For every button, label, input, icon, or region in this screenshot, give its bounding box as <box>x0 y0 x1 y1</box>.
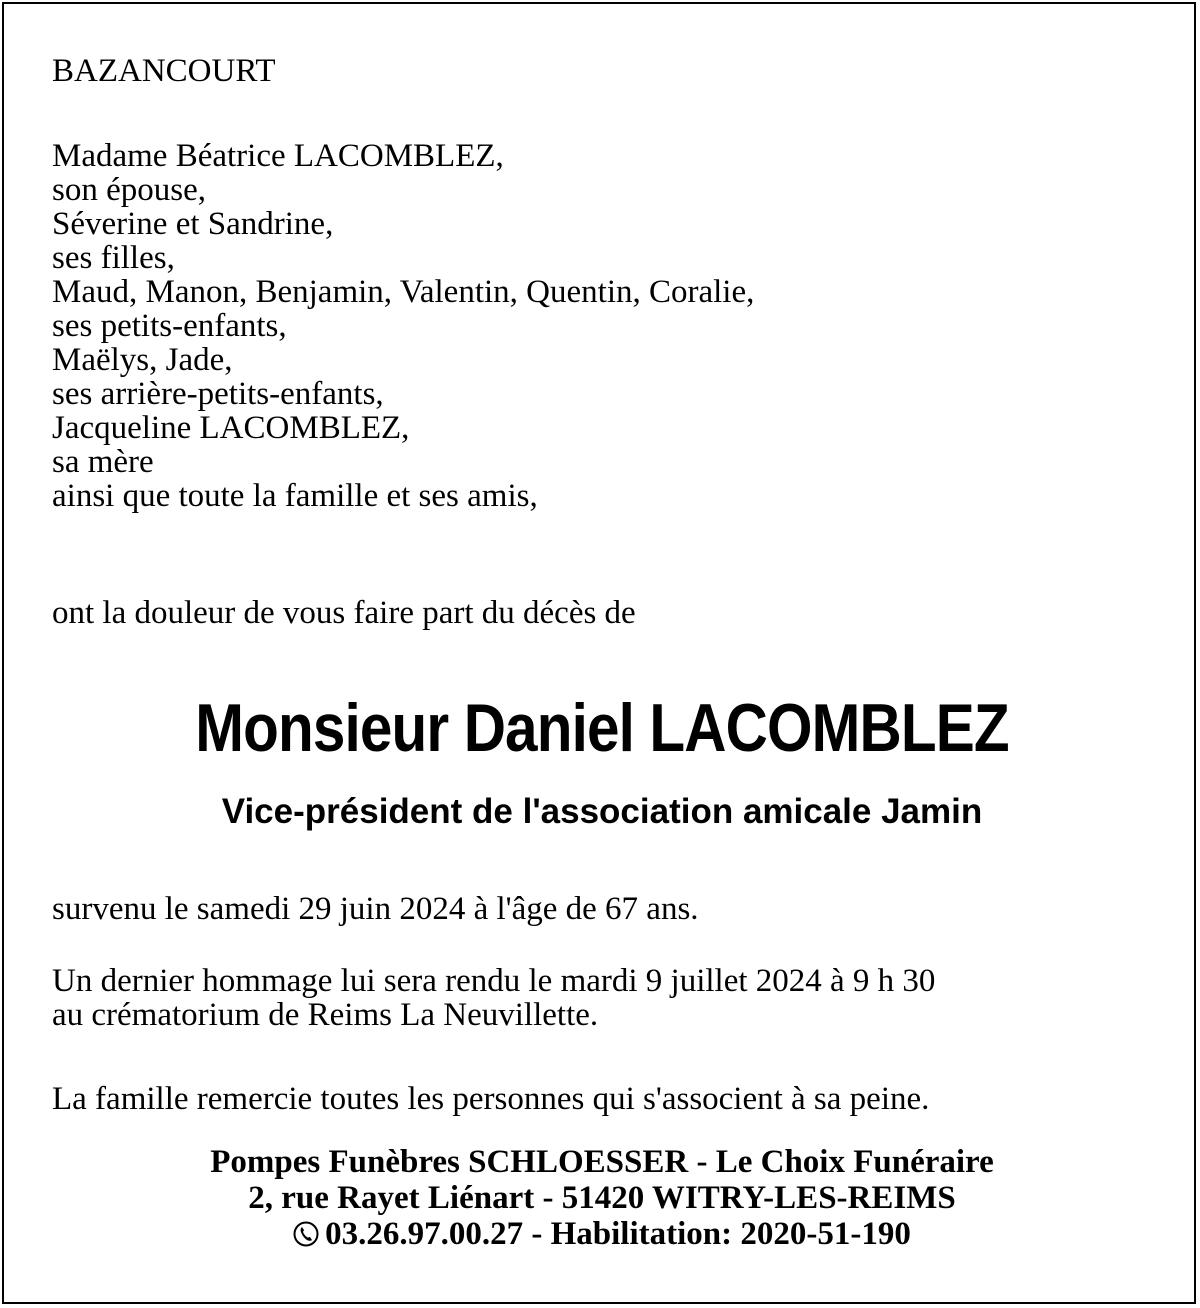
family-line: ses arrière-petits-enfants, <box>52 376 384 412</box>
ceremony-line-2: au crématorium de Reims La Neuvillette. <box>52 997 599 1033</box>
funeral-home-contact-line <box>4 1216 1200 1252</box>
funeral-home-name: Pompes Funèbres SCHLOESSER - Le Choix Funéraire <box>210 1144 994 1180</box>
family-line: Séverine et Sandrine, <box>52 206 334 242</box>
death-notice: survenu le samedi 29 juin 2024 à l'âge de 67 ans. <box>52 891 699 927</box>
funeral-home-block <box>4 1144 1200 1252</box>
family-line: Maud, Manon, Benjamin, Valentin, Quentin, Coralie, <box>52 274 755 310</box>
family-line: ses filles, <box>52 240 175 276</box>
family-line: son épouse, <box>52 172 206 208</box>
ceremony-line-1: Un dernier hommage lui sera rendu le mardi 9 juillet 2024 à 9 h 30 <box>52 963 936 999</box>
obituary-notice <box>2 2 1196 1304</box>
family-line: ainsi que toute la famille et ses amis, <box>52 478 538 514</box>
deceased-name: Monsieur Daniel LACOMBLEZ <box>195 690 1009 766</box>
family-line: sa mère <box>52 444 154 480</box>
announcement-text: ont la douleur de vous faire part du décès de <box>52 595 636 631</box>
family-line: Maëlys, Jade, <box>52 342 233 378</box>
family-line: ses petits-enfants, <box>52 308 287 344</box>
family-line: Jacqueline LACOMBLEZ, <box>52 410 410 446</box>
funeral-home-address: 2, rue Rayet Liénart - 51420 WITRY-LES-REIMS <box>248 1180 956 1216</box>
phone-icon <box>293 1216 319 1252</box>
death-notice-block <box>52 892 699 926</box>
funeral-home-contact: 03.26.97.00.27 - Habilitation: 2020-51-190 <box>325 1216 911 1252</box>
announcement-block <box>52 596 636 630</box>
location-heading <box>52 54 276 88</box>
thanks-block <box>52 1082 929 1116</box>
thanks-text: La famille remercie toutes les personnes qui s'associent à sa peine. <box>52 1081 930 1117</box>
family-line: Madame Béatrice LACOMBLEZ, <box>52 138 504 174</box>
location: BAZANCOURT <box>52 53 276 89</box>
family-list <box>52 139 754 513</box>
ceremony-block <box>52 964 935 1032</box>
deceased-role: Vice-président de l'association amicale Jamin <box>221 792 983 831</box>
